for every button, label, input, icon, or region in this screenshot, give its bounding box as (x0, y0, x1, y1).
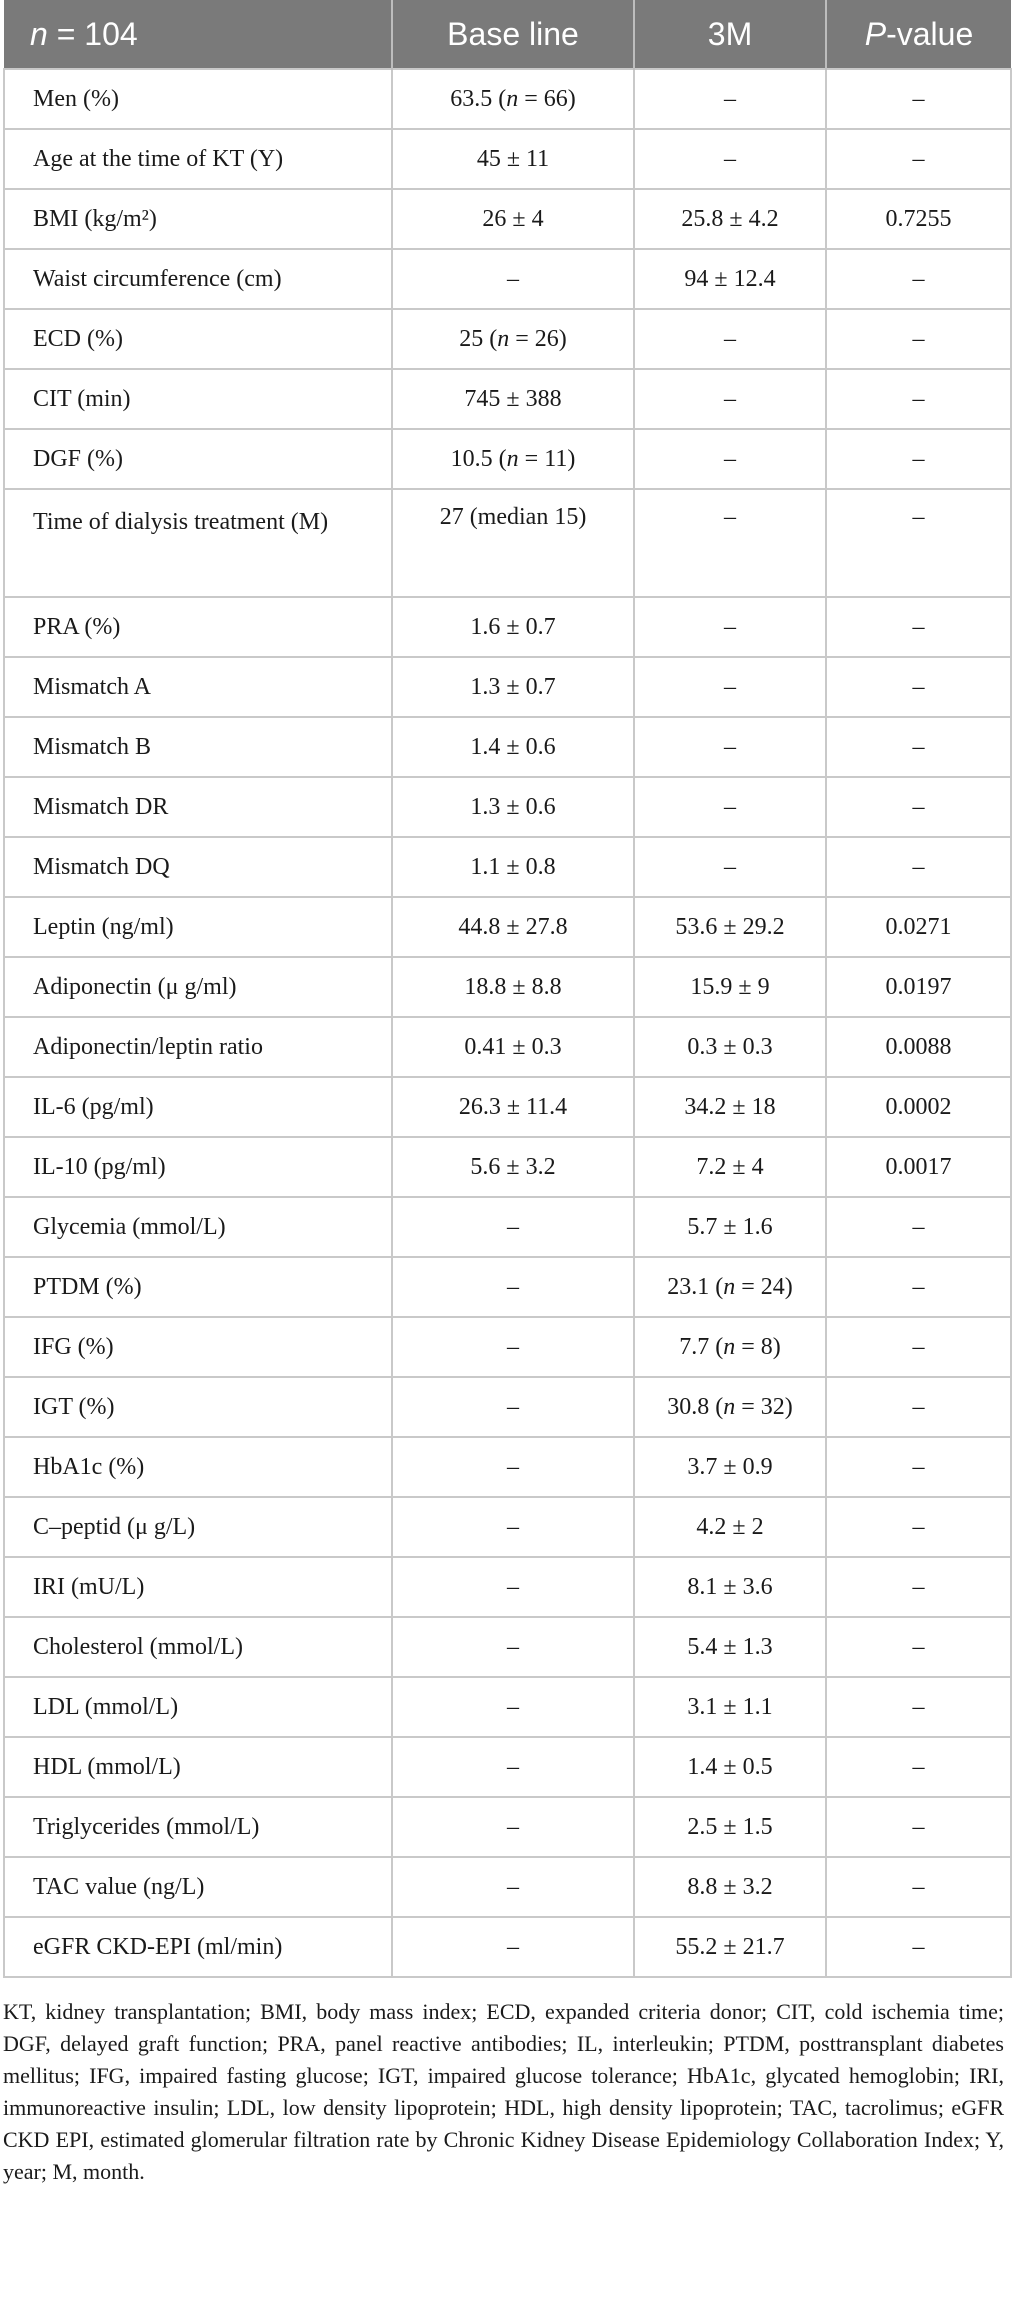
three-month-value: 7.7 (n = 8) (634, 1317, 826, 1377)
baseline-value: 10.5 (n = 11) (392, 429, 634, 489)
p-value: 0.0017 (826, 1137, 1011, 1197)
table-row (4, 69, 1011, 129)
p-value: – (826, 1857, 1011, 1917)
header-p-value: P-value (826, 0, 1011, 69)
table-row (4, 369, 1011, 429)
row-label: IL-10 (pg/ml) (4, 1137, 392, 1197)
three-month-value: 1.4 ± 0.5 (634, 1737, 826, 1797)
baseline-value: – (392, 1497, 634, 1557)
row-label: IRI (mU/L) (4, 1557, 392, 1617)
baseline-value: – (392, 1797, 634, 1857)
table-row (4, 1137, 1011, 1197)
p-value: – (826, 369, 1011, 429)
row-label: IFG (%) (4, 1317, 392, 1377)
table-row (4, 129, 1011, 189)
table-row (4, 489, 1011, 597)
table-row (4, 1257, 1011, 1317)
table-row (4, 1317, 1011, 1377)
p-value: – (826, 1557, 1011, 1617)
p-value: – (826, 1197, 1011, 1257)
row-label: Mismatch B (4, 717, 392, 777)
baseline-value: 1.3 ± 0.7 (392, 657, 634, 717)
table-row (4, 1077, 1011, 1137)
table-row (4, 1557, 1011, 1617)
three-month-value: – (634, 597, 826, 657)
baseline-value: 45 ± 11 (392, 129, 634, 189)
row-label: Mismatch A (4, 657, 392, 717)
table-row (4, 1617, 1011, 1677)
table-body (4, 69, 1011, 1977)
row-label: HDL (mmol/L) (4, 1737, 392, 1797)
p-value: – (826, 1257, 1011, 1317)
baseline-value: – (392, 1197, 634, 1257)
three-month-value: 5.7 ± 1.6 (634, 1197, 826, 1257)
p-value: 0.0197 (826, 957, 1011, 1017)
table-row (4, 1497, 1011, 1557)
p-value: – (826, 429, 1011, 489)
table-row (4, 1677, 1011, 1737)
table-row (4, 597, 1011, 657)
p-value: 0.0088 (826, 1017, 1011, 1077)
header-baseline: Base line (392, 0, 634, 69)
row-label: IL-6 (pg/ml) (4, 1077, 392, 1137)
baseline-value: 44.8 ± 27.8 (392, 897, 634, 957)
three-month-value: 55.2 ± 21.7 (634, 1917, 826, 1977)
row-label: C–peptid (μ g/L) (4, 1497, 392, 1557)
three-month-value: 4.2 ± 2 (634, 1497, 826, 1557)
p-value: – (826, 1737, 1011, 1797)
table-row (4, 897, 1011, 957)
table-row (4, 1917, 1011, 1977)
p-value: – (826, 249, 1011, 309)
p-value: – (826, 837, 1011, 897)
baseline-value: 1.6 ± 0.7 (392, 597, 634, 657)
table-row (4, 249, 1011, 309)
three-month-value: – (634, 129, 826, 189)
table-footnote: KT, kidney transplantation; BMI, body mass index; ECD, expanded criteria donor; CIT, cold ischemia time; DGF, delayed graft function; PRA, panel reactive antibodies; IL, interleukin; PTDM, posttransplant diabetes mellitus; IFG, impaired fasting glucose; IGT, impaired glucose tolerance; HbA1c, glycated hemoglobin; IRI, immunoreactive insulin; LDL, low density lipoprotein; HDL, high density lipoprotein; TAC, tacrolimus; eGFR CKD EPI, estimated glomerular filtration rate by Chronic Kidney Disease Epidemiology Collaboration Index; Y, year; M, month. (3, 1999, 1004, 2184)
baseline-value: 25 (n = 26) (392, 309, 634, 369)
baseline-value: – (392, 1737, 634, 1797)
row-label: IGT (%) (4, 1377, 392, 1437)
row-label: TAC value (ng/L) (4, 1857, 392, 1917)
table-row (4, 1737, 1011, 1797)
three-month-value: – (634, 717, 826, 777)
baseline-value: 26.3 ± 11.4 (392, 1077, 634, 1137)
row-label: LDL (mmol/L) (4, 1677, 392, 1737)
p-value: – (826, 1917, 1011, 1977)
baseline-value: 18.8 ± 8.8 (392, 957, 634, 1017)
baseline-value: 1.1 ± 0.8 (392, 837, 634, 897)
three-month-value: 8.8 ± 3.2 (634, 1857, 826, 1917)
header-row (4, 0, 1011, 69)
p-value: – (826, 597, 1011, 657)
baseline-value: – (392, 1257, 634, 1317)
p-value: – (826, 489, 1011, 597)
baseline-value: 1.4 ± 0.6 (392, 717, 634, 777)
p-value: – (826, 129, 1011, 189)
three-month-value: – (634, 309, 826, 369)
p-value: 0.0271 (826, 897, 1011, 957)
table-row (4, 717, 1011, 777)
p-value: 0.0002 (826, 1077, 1011, 1137)
three-month-value: 0.3 ± 0.3 (634, 1017, 826, 1077)
three-month-value: 3.7 ± 0.9 (634, 1437, 826, 1497)
p-value: – (826, 1797, 1011, 1857)
baseline-value: – (392, 1617, 634, 1677)
p-value: – (826, 1317, 1011, 1377)
three-month-value: – (634, 69, 826, 129)
row-label: Adiponectin/leptin ratio (4, 1017, 392, 1077)
table-row (4, 1017, 1011, 1077)
table-row (4, 429, 1011, 489)
table-header (4, 0, 1011, 69)
three-month-value: 30.8 (n = 32) (634, 1377, 826, 1437)
row-label: Mismatch DQ (4, 837, 392, 897)
p-value: – (826, 1677, 1011, 1737)
table-row (4, 1437, 1011, 1497)
three-month-value: 5.4 ± 1.3 (634, 1617, 826, 1677)
three-month-value: – (634, 777, 826, 837)
row-label: Mismatch DR (4, 777, 392, 837)
row-label: HbA1c (%) (4, 1437, 392, 1497)
row-label: BMI (kg/m²) (4, 189, 392, 249)
table-row (4, 837, 1011, 897)
row-label: CIT (min) (4, 369, 392, 429)
baseline-value: 27 (median 15) (392, 489, 634, 597)
table-row (4, 657, 1011, 717)
three-month-value: 15.9 ± 9 (634, 957, 826, 1017)
baseline-value: 1.3 ± 0.6 (392, 777, 634, 837)
row-label: Men (%) (4, 69, 392, 129)
table-row (4, 189, 1011, 249)
data-table (3, 0, 1012, 1978)
row-label: Glycemia (mmol/L) (4, 1197, 392, 1257)
baseline-value: – (392, 1377, 634, 1437)
baseline-value: – (392, 1317, 634, 1377)
p-value: – (826, 1617, 1011, 1677)
row-label: ECD (%) (4, 309, 392, 369)
three-month-value: 8.1 ± 3.6 (634, 1557, 826, 1617)
baseline-value: 26 ± 4 (392, 189, 634, 249)
p-value: – (826, 69, 1011, 129)
baseline-value: 745 ± 388 (392, 369, 634, 429)
three-month-value: 53.6 ± 29.2 (634, 897, 826, 957)
table-row (4, 1197, 1011, 1257)
baseline-value: – (392, 1917, 634, 1977)
baseline-value: – (392, 249, 634, 309)
baseline-value: – (392, 1857, 634, 1917)
row-label: Time of dialysis treatment (M) (4, 489, 392, 597)
three-month-value: 23.1 (n = 24) (634, 1257, 826, 1317)
row-label: Age at the time of KT (Y) (4, 129, 392, 189)
header-3m: 3M (634, 0, 826, 69)
header-sample-size: n = 104 (4, 0, 392, 69)
row-label: eGFR CKD-EPI (ml/min) (4, 1917, 392, 1977)
p-value: – (826, 309, 1011, 369)
row-label: PRA (%) (4, 597, 392, 657)
p-value: 0.7255 (826, 189, 1011, 249)
table-row (4, 777, 1011, 837)
three-month-value: – (634, 369, 826, 429)
table-row (4, 309, 1011, 369)
row-label: PTDM (%) (4, 1257, 392, 1317)
table-row (4, 1857, 1011, 1917)
baseline-value: – (392, 1677, 634, 1737)
baseline-value: 5.6 ± 3.2 (392, 1137, 634, 1197)
three-month-value: 25.8 ± 4.2 (634, 189, 826, 249)
three-month-value: – (634, 837, 826, 897)
row-label: Adiponectin (μ g/ml) (4, 957, 392, 1017)
table-row (4, 957, 1011, 1017)
baseline-value: 63.5 (n = 66) (392, 69, 634, 129)
three-month-value: 34.2 ± 18 (634, 1077, 826, 1137)
row-label: Triglycerides (mmol/L) (4, 1797, 392, 1857)
three-month-value: 3.1 ± 1.1 (634, 1677, 826, 1737)
p-value: – (826, 717, 1011, 777)
three-month-value: – (634, 429, 826, 489)
row-label: DGF (%) (4, 429, 392, 489)
table-row (4, 1797, 1011, 1857)
baseline-value: – (392, 1437, 634, 1497)
three-month-value: 2.5 ± 1.5 (634, 1797, 826, 1857)
p-value: – (826, 1497, 1011, 1557)
p-value: – (826, 1377, 1011, 1437)
three-month-value: – (634, 657, 826, 717)
three-month-value: 94 ± 12.4 (634, 249, 826, 309)
three-month-value: 7.2 ± 4 (634, 1137, 826, 1197)
baseline-value: – (392, 1557, 634, 1617)
table-row (4, 1377, 1011, 1437)
row-label: Cholesterol (mmol/L) (4, 1617, 392, 1677)
baseline-value: 0.41 ± 0.3 (392, 1017, 634, 1077)
p-value: – (826, 777, 1011, 837)
row-label: Leptin (ng/ml) (4, 897, 392, 957)
p-value: – (826, 1437, 1011, 1497)
three-month-value: – (634, 489, 826, 597)
row-label: Waist circumference (cm) (4, 249, 392, 309)
p-value: – (826, 657, 1011, 717)
